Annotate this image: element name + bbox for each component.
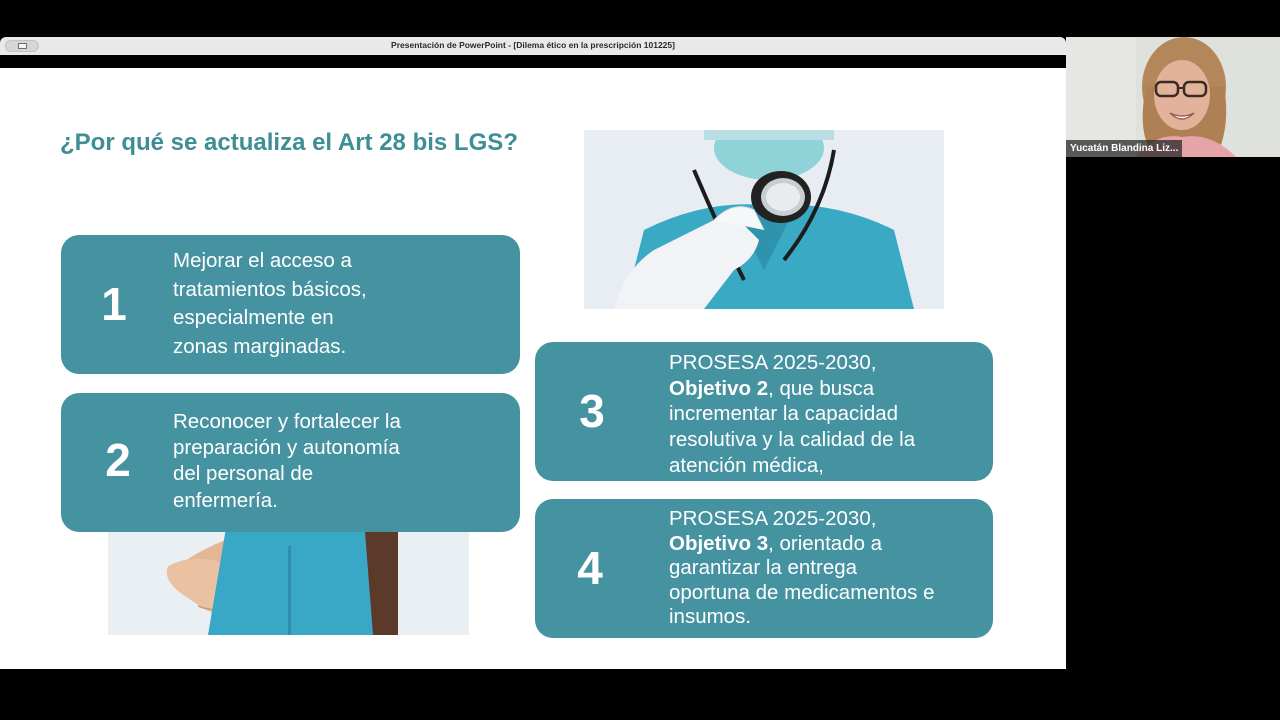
slide-title: ¿Por qué se actualiza el Art 28 bis LGS? (60, 129, 518, 156)
reason-number-1: 1 (101, 278, 127, 330)
reason-3-line1: PROSESA 2025-2030, (669, 351, 877, 374)
doctor-stethoscope-photo (584, 130, 944, 309)
window-titlebar (0, 37, 1066, 56)
presentation-window (0, 37, 1066, 669)
reason-number-3: 3 (579, 385, 605, 437)
participant-name-label: Yucatán Blandina Liz... (1066, 140, 1182, 157)
window-title: Presentación de PowerPoint - [Dilema ético en la prescripción 101225] (391, 40, 675, 50)
reason-number-2: 2 (105, 434, 131, 486)
reason-card-3 (535, 342, 993, 481)
reason-text-3 (669, 350, 989, 478)
reason-card-4 (535, 499, 993, 638)
reason-4-objective: Objetivo 3 (669, 531, 769, 555)
reason-card-1 (61, 235, 520, 374)
reason-4-line1: PROSESA 2025-2030, (669, 507, 877, 530)
slide (0, 68, 1066, 669)
reason-text-2: Reconocer y fortalecer la preparación y autonomía del personal de enfermería. (173, 410, 401, 512)
reason-3-objective: Objetivo 2 (669, 376, 769, 400)
reason-number-4: 4 (577, 542, 603, 594)
reason-text-4 (669, 507, 989, 630)
reason-3-rest: , que busca incrementar la capacidad resolutiva y la calidad de la atención médica, (669, 376, 916, 477)
reason-text-1: Mejorar el acceso a tratamientos básicos, especialmente en zonas marginadas. (173, 249, 367, 359)
participant-video-tile[interactable] (1066, 37, 1280, 157)
reason-card-2 (61, 393, 520, 532)
window-separator (0, 55, 1066, 68)
reason-4-rest: , orientado a garantizar la entrega oportuna de medicamentos e insumos. (669, 531, 935, 629)
participant-video (1066, 37, 1280, 157)
